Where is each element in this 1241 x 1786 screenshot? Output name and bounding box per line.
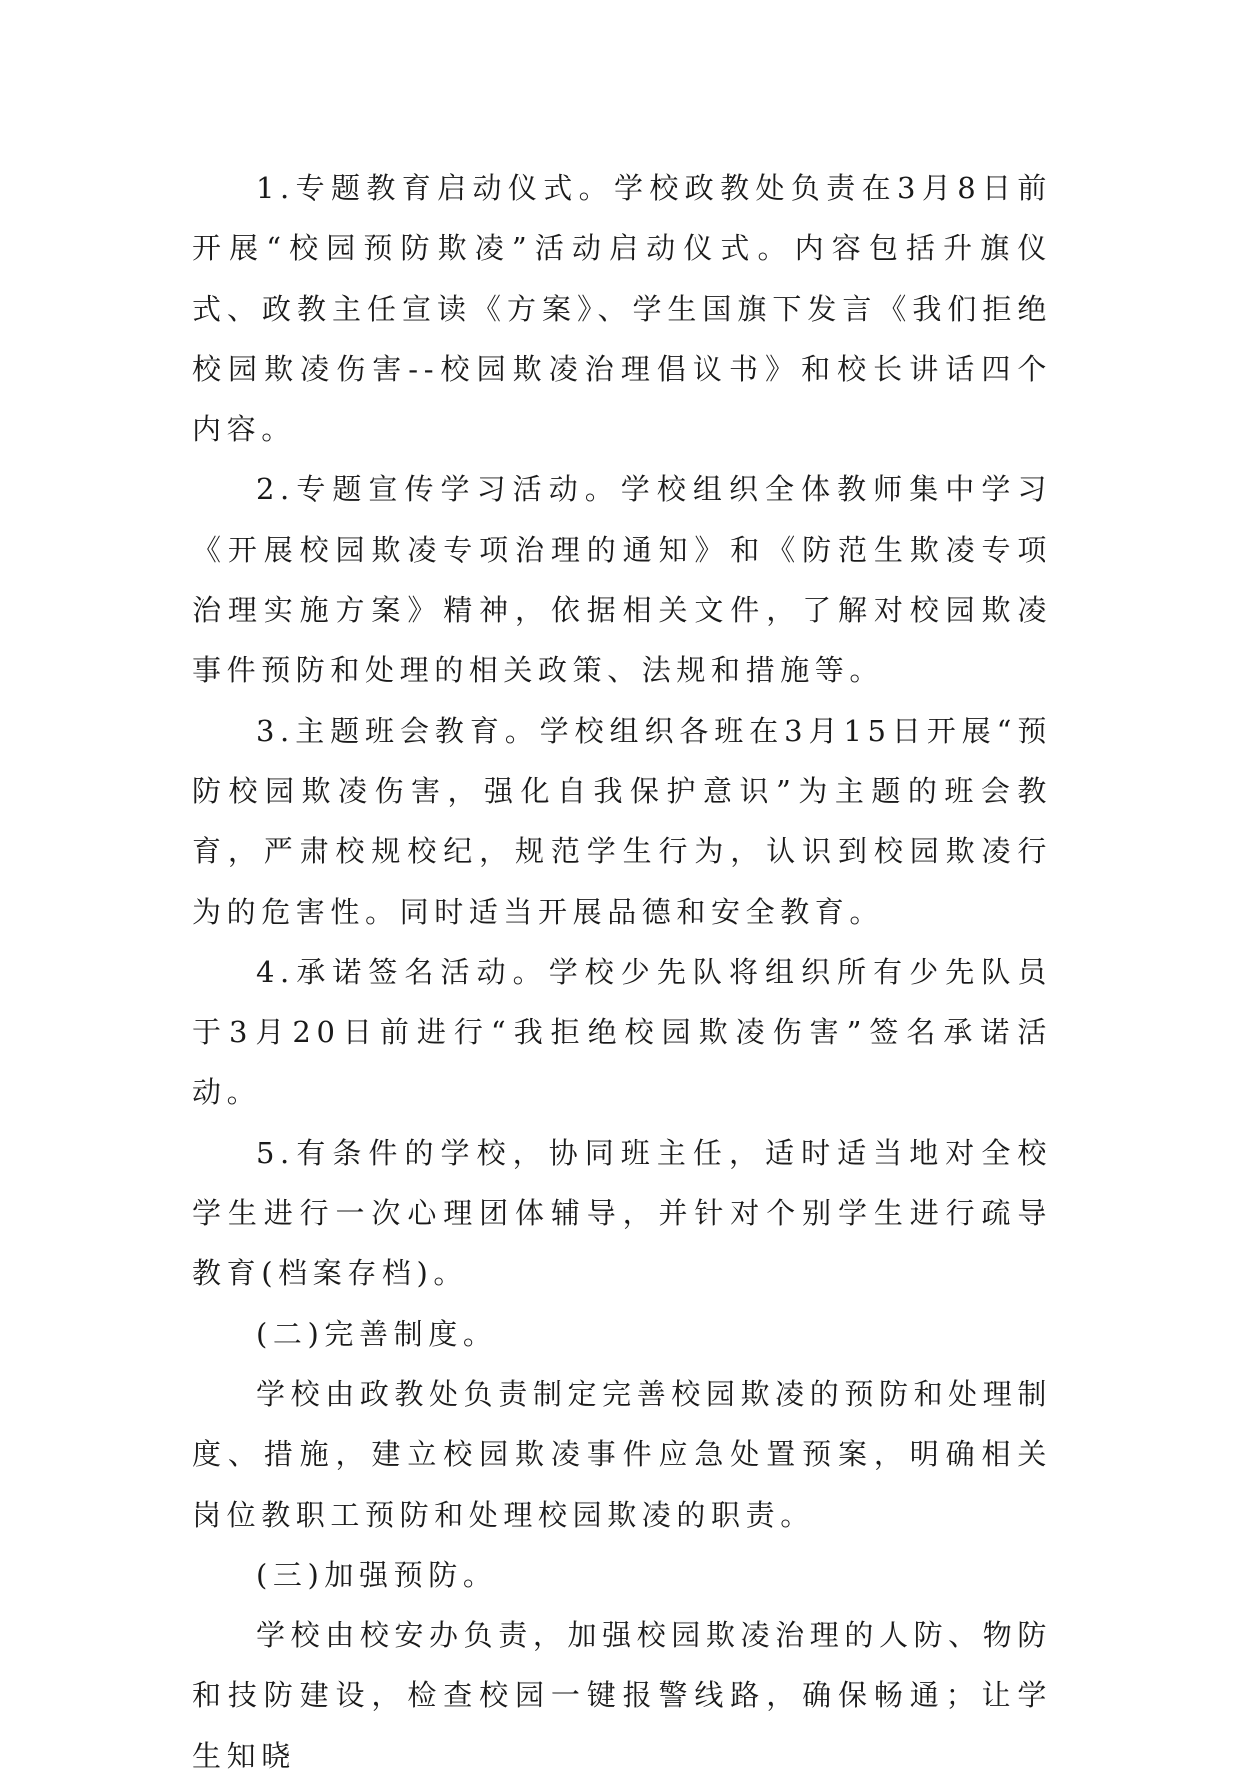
section-heading-prevention: (三)加强预防。 [256,1557,498,1592]
section-heading-system: (二)完善制度。 [256,1316,498,1351]
document-body [192,158,1052,1786]
paragraph-study-activity: 2.专题宣传学习活动。学校组织全体教师集中学习《开展校园欺凌专项治理的通知》和《防范生欺凌专项治理实施方案》精神，依据相关文件，了解对校园欺凌事件预防和处理的相关政策、法规和措施等。 [192,472,1052,688]
paragraph-class-meeting: 3.主题班会教育。学校组织各班在3月15日开展“预防校园欺凌伤害，强化自我保护意识”为主题的班会教育，严肃校规校纪，规范学生行为，认识到校园欺凌行为的危害性。同时适当开展品德和安全教育。 [192,713,1052,929]
paragraph-prevention: 学校由校安办负责，加强校园欺凌治理的人防、物防和技防建设，检查校园一键报警线路，确保畅通；让学生知晓 [192,1618,1052,1773]
paragraph-system: 学校由政教处负责制定完善校园欺凌的预防和处理制度、措施，建立校园欺凌事件应急处置预案，明确相关岗位教职工预防和处理校园欺凌的职责。 [192,1376,1052,1532]
paragraph-counseling: 5.有条件的学校，协同班主任，适时适当地对全校学生进行一次心理团体辅导，并针对个别学生进行疏导教育(档案存档)。 [192,1135,1052,1291]
paragraph-pledge-signing: 4.承诺签名活动。学校少先队将组织所有少先队员于3月20日前进行“我拒绝校园欺凌伤害”签名承诺活动。 [192,954,1052,1110]
paragraph-kickoff-ceremony: 1.专题教育启动仪式。学校政教处负责在3月8日前开展“校园预防欺凌”活动启动仪式。内容包括升旗仪式、政教主任宣读《方案》、学生国旗下发言《我们拒绝校园欺凌伤害--校园欺凌治理倡议书》和校长讲话四个内容。 [192,171,1052,447]
